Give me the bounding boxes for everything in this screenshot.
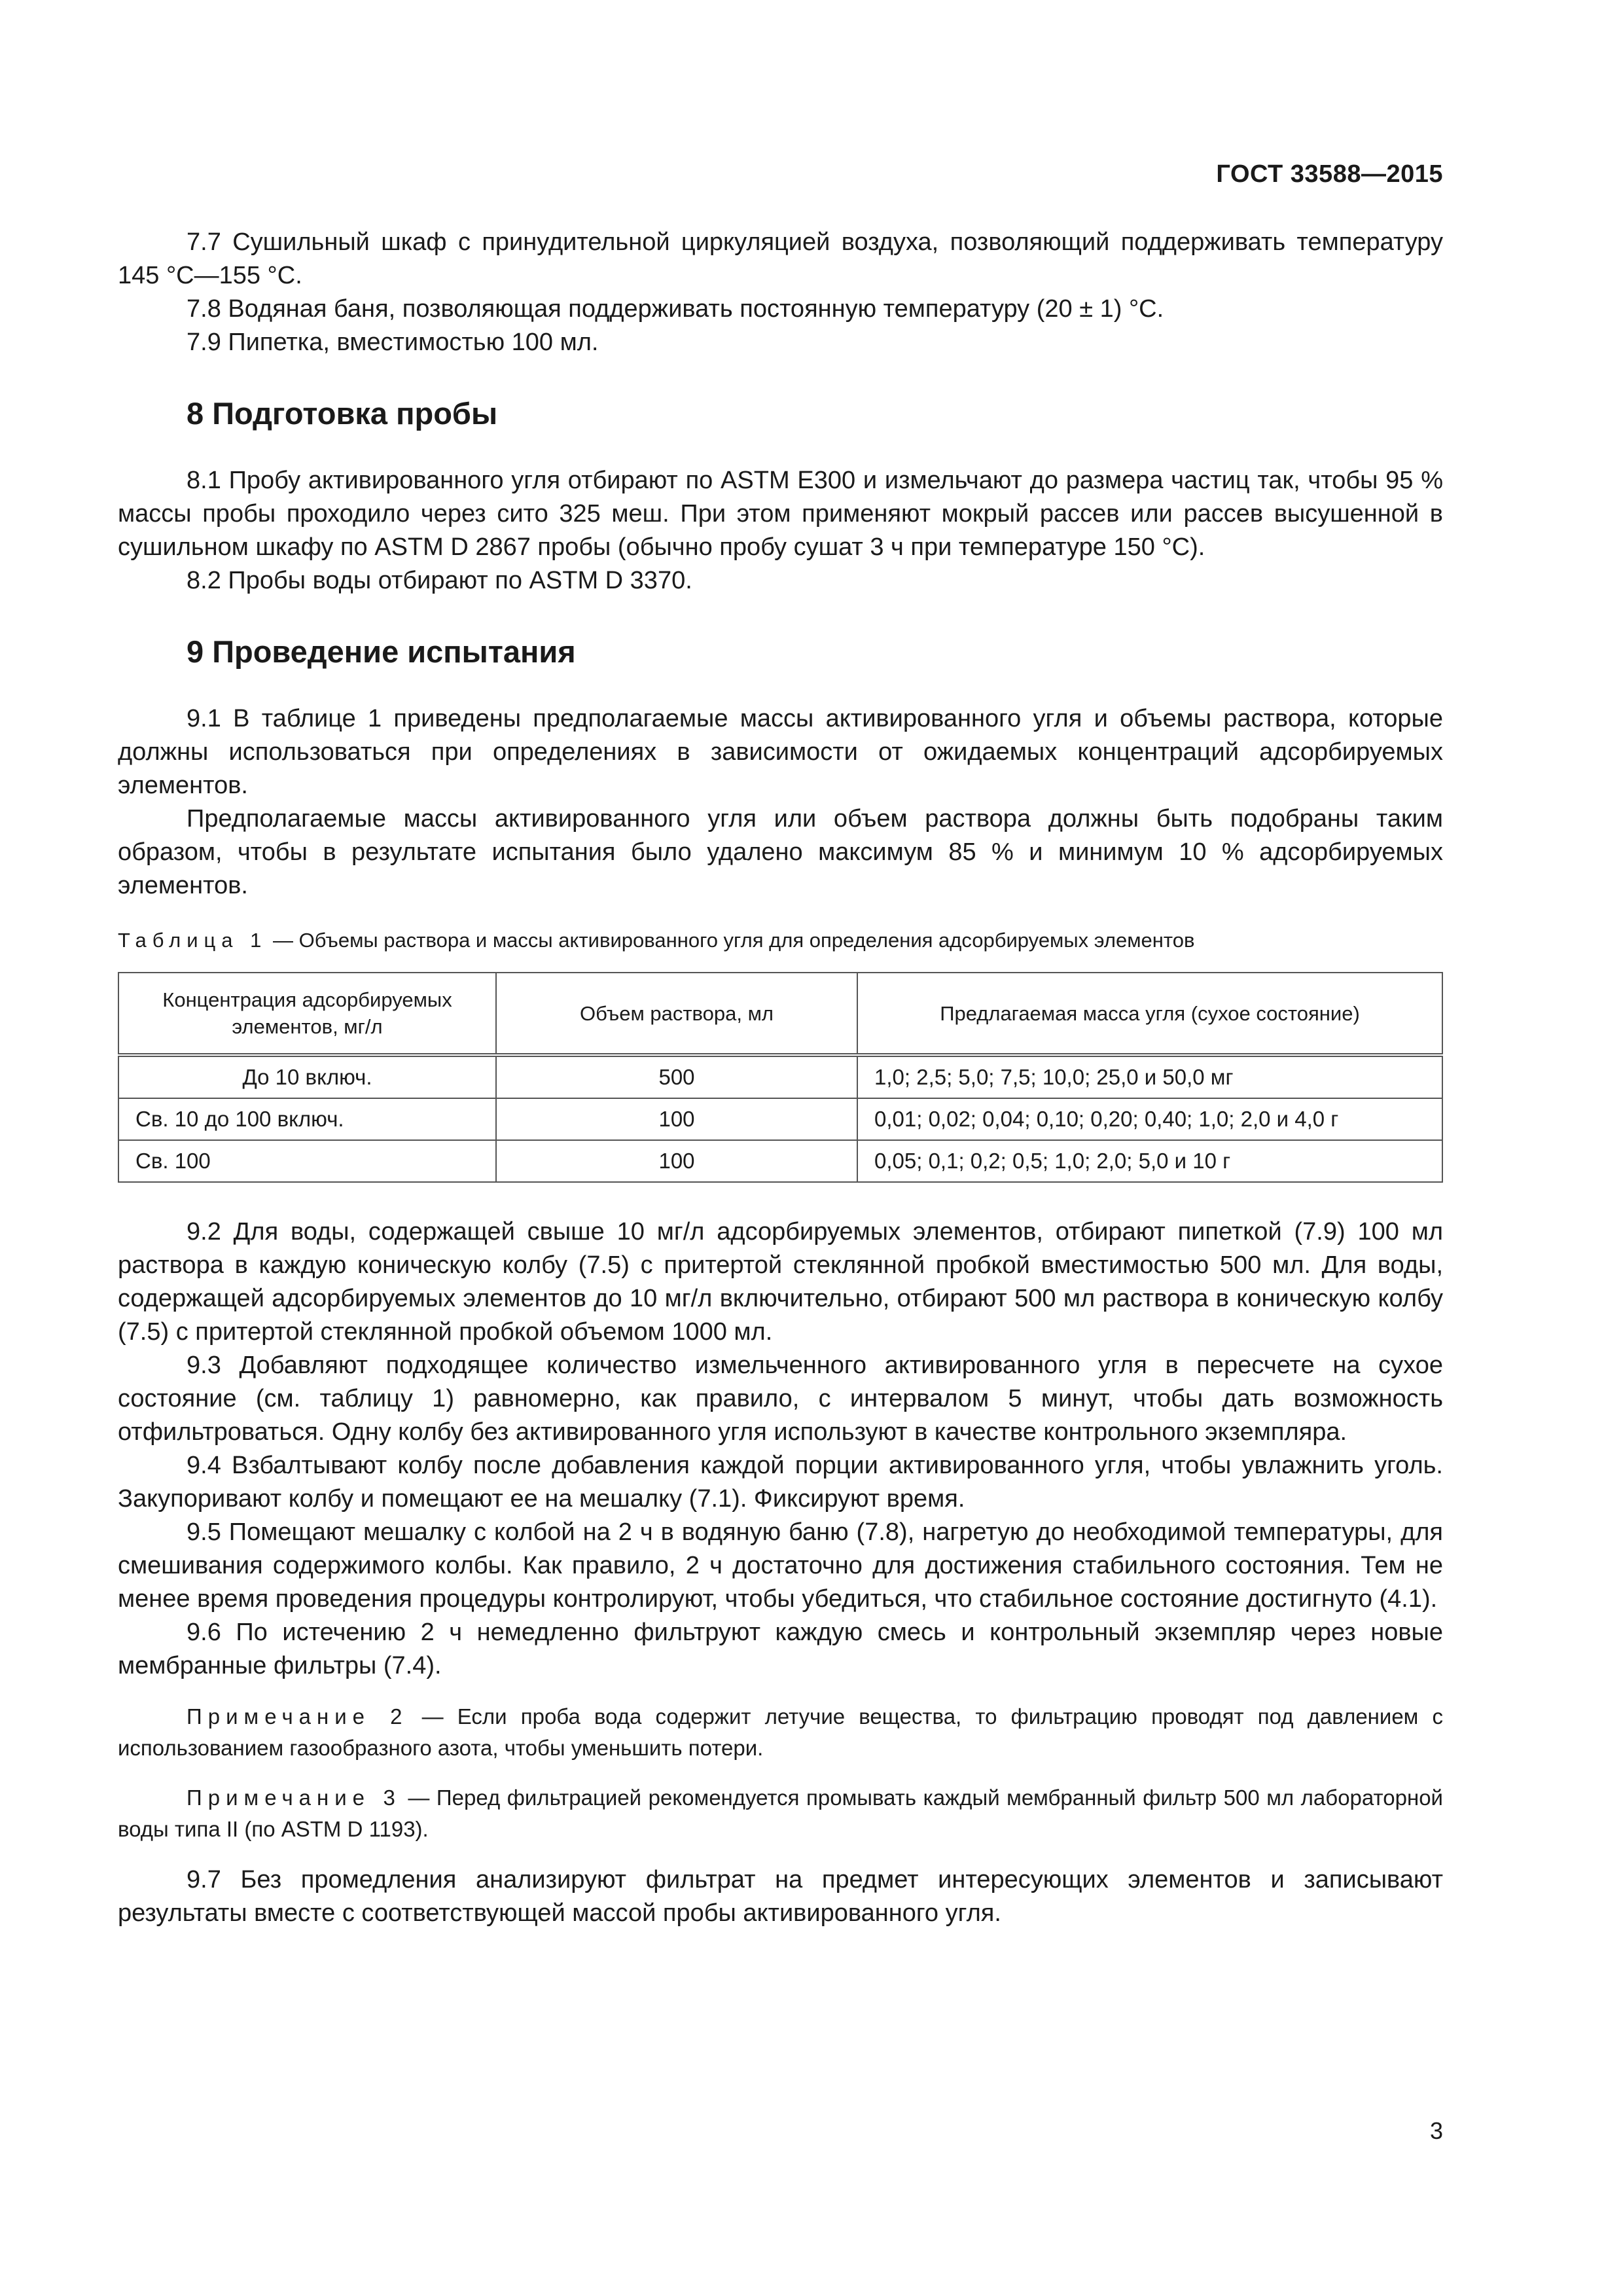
table-row (118, 1098, 1442, 1140)
table-cell: 500 (496, 1055, 857, 1098)
paragraph-8-1: 8.1 Пробу активированного угля отбирают по ASTM E300 и измельчают до размера частиц так, чтобы 95 % массы пробы проходило через сито 325 меш. При этом применяют мокрый рассев или рассев высушенной в сушильном шкафу по ASTM D 2867 пробы (обычно пробу сушат 3 ч при температуре 150 °С). (118, 467, 1443, 561)
paragraph-7-9: 7.9 Пипетка, вместимостью 100 мл. (187, 329, 599, 356)
table-cell: 100 (496, 1098, 857, 1140)
paragraph-9-3: 9.3 Добавляют подходящее количество измельченного активированного угля в пересчете на сухое состояние (см. таблицу 1) равномерно, как правило, с интервалом 5 минут, чтобы дать возможность отфильтроваться. Одну колбу без активированного угля используют в качестве контрольного экземпляра. (118, 1352, 1443, 1446)
data-table (118, 972, 1443, 1183)
note-3 (118, 1782, 1443, 1845)
table-cell: 0,01; 0,02; 0,04; 0,10; 0,20; 0,40; 1,0; 2,0 и 4,0 г (857, 1098, 1442, 1140)
table-row (118, 1140, 1442, 1182)
paragraph-9-2: 9.2 Для воды, содержащей свыше 10 мг/л адсорбируемых элементов, отбирают пипеткой (7.9) 100 мл раствора в каждую коническую колбу (7.5) с притертой стеклянной пробкой вместимостью 500 мл. Для воды, содержащей адсорбируемых элементов до 10 мг/л включительно, отбирают 500 мл раствора в коническую колбу (7.5) с притертой стеклянной пробкой объемом 1000 мл. (118, 1218, 1443, 1346)
table-row (118, 1055, 1442, 1098)
table-cell: 1,0; 2,5; 5,0; 7,5; 10,0; 25,0 и 50,0 мг (857, 1055, 1442, 1098)
table-cell: Св. 10 до 100 включ. (118, 1098, 496, 1140)
note-2-label: Примечание 2 (187, 1704, 408, 1729)
note-3-label: Примечание 3 (187, 1785, 401, 1810)
paragraph-9-1-cont: Предполагаемые массы активированного угля или объем раствора должны быть подобраны таким образом, чтобы в результате испытания было удалено максимум 85 % и минимум 10 % адсорбируемых элементов. (118, 805, 1443, 899)
table-caption (118, 929, 1443, 952)
header-concentration: Концентрация адсорбируемых элементов, мг/л (118, 973, 496, 1055)
note-3-text: — Перед фильтрацией рекомендуется промывать каждый мембранный фильтр 500 мл лабораторной воды типа II (по ASTM D 1193). (118, 1785, 1443, 1841)
page-number: 3 (1429, 2117, 1443, 2144)
section-9-title: 9 Проведение испытания (187, 634, 576, 669)
note-2 (118, 1701, 1443, 1764)
table-cell: 0,05; 0,1; 0,2; 0,5; 1,0; 2,0; 5,0 и 10 г (857, 1140, 1442, 1182)
paragraph-7-7: 7.7 Сушильный шкаф с принудительной циркуляцией воздуха, позволяющий поддерживать температуру 145 °С—155 °С. (118, 228, 1443, 289)
document-id-header: ГОСТ 33588—2015 (1216, 160, 1443, 188)
paragraph-9-5: 9.5 Помещают мешалку с колбой на 2 ч в водяную баню (7.8), нагретую до необходимой температуры, для смешивания содержимого колбы. Как правило, 2 ч достаточно для достижения стабильного состояния. Тем не менее время проведения процедуры контролируют, чтобы убедиться, что стабильное состояние достигнуто (4.1). (118, 1518, 1443, 1613)
note-2-text: — Если проба вода содержит летучие вещества, то фильтрацию проводят под давлением с использованием газообразного азота, чтобы уменьшить потери. (118, 1704, 1443, 1760)
paragraph-8-2: 8.2 Пробы воды отбирают по ASTM D 3370. (187, 567, 692, 594)
table-caption-label: Таблица 1 (118, 929, 268, 952)
table-cell: До 10 включ. (118, 1055, 496, 1098)
paragraph-9-6: 9.6 По истечению 2 ч немедленно фильтруют каждую смесь и контрольный экземпляр через новые мембранные фильтры (7.4). (118, 1619, 1443, 1679)
paragraph-9-1: 9.1 В таблице 1 приведены предполагаемые массы активированного угля и объемы раствора, которые должны использоваться при определениях в зависимости от ожидаемых концентраций адсорбируемых элементов. (118, 705, 1443, 799)
paragraph-7-8: 7.8 Водяная баня, позволяющая поддерживать постоянную температуру (20 ± 1) °С. (187, 295, 1164, 323)
table-header-row (118, 973, 1442, 1055)
header-volume: Объем раствора, мл (496, 973, 857, 1055)
paragraph-9-4: 9.4 Взбалтывают колбу после добавления каждой порции активированного угля, чтобы увлажнить уголь. Закупоривают колбу и помещают ее на мешалку (7.1). Фиксируют время. (118, 1452, 1443, 1513)
page-content (118, 226, 1443, 1930)
table-cell: Св. 100 (118, 1140, 496, 1182)
table-cell: 100 (496, 1140, 857, 1182)
table-caption-text: — Объемы раствора и массы активированного угля для определения адсорбируемых элементов (267, 929, 1195, 952)
section-8-title: 8 Подготовка пробы (187, 396, 498, 431)
header-mass: Предлагаемая масса угля (сухое состояние) (857, 973, 1442, 1055)
paragraph-9-7: 9.7 Без промедления анализируют фильтрат на предмет интересующих элементов и записывают результаты вместе с соответствующей массой пробы активированного угля. (118, 1866, 1443, 1927)
